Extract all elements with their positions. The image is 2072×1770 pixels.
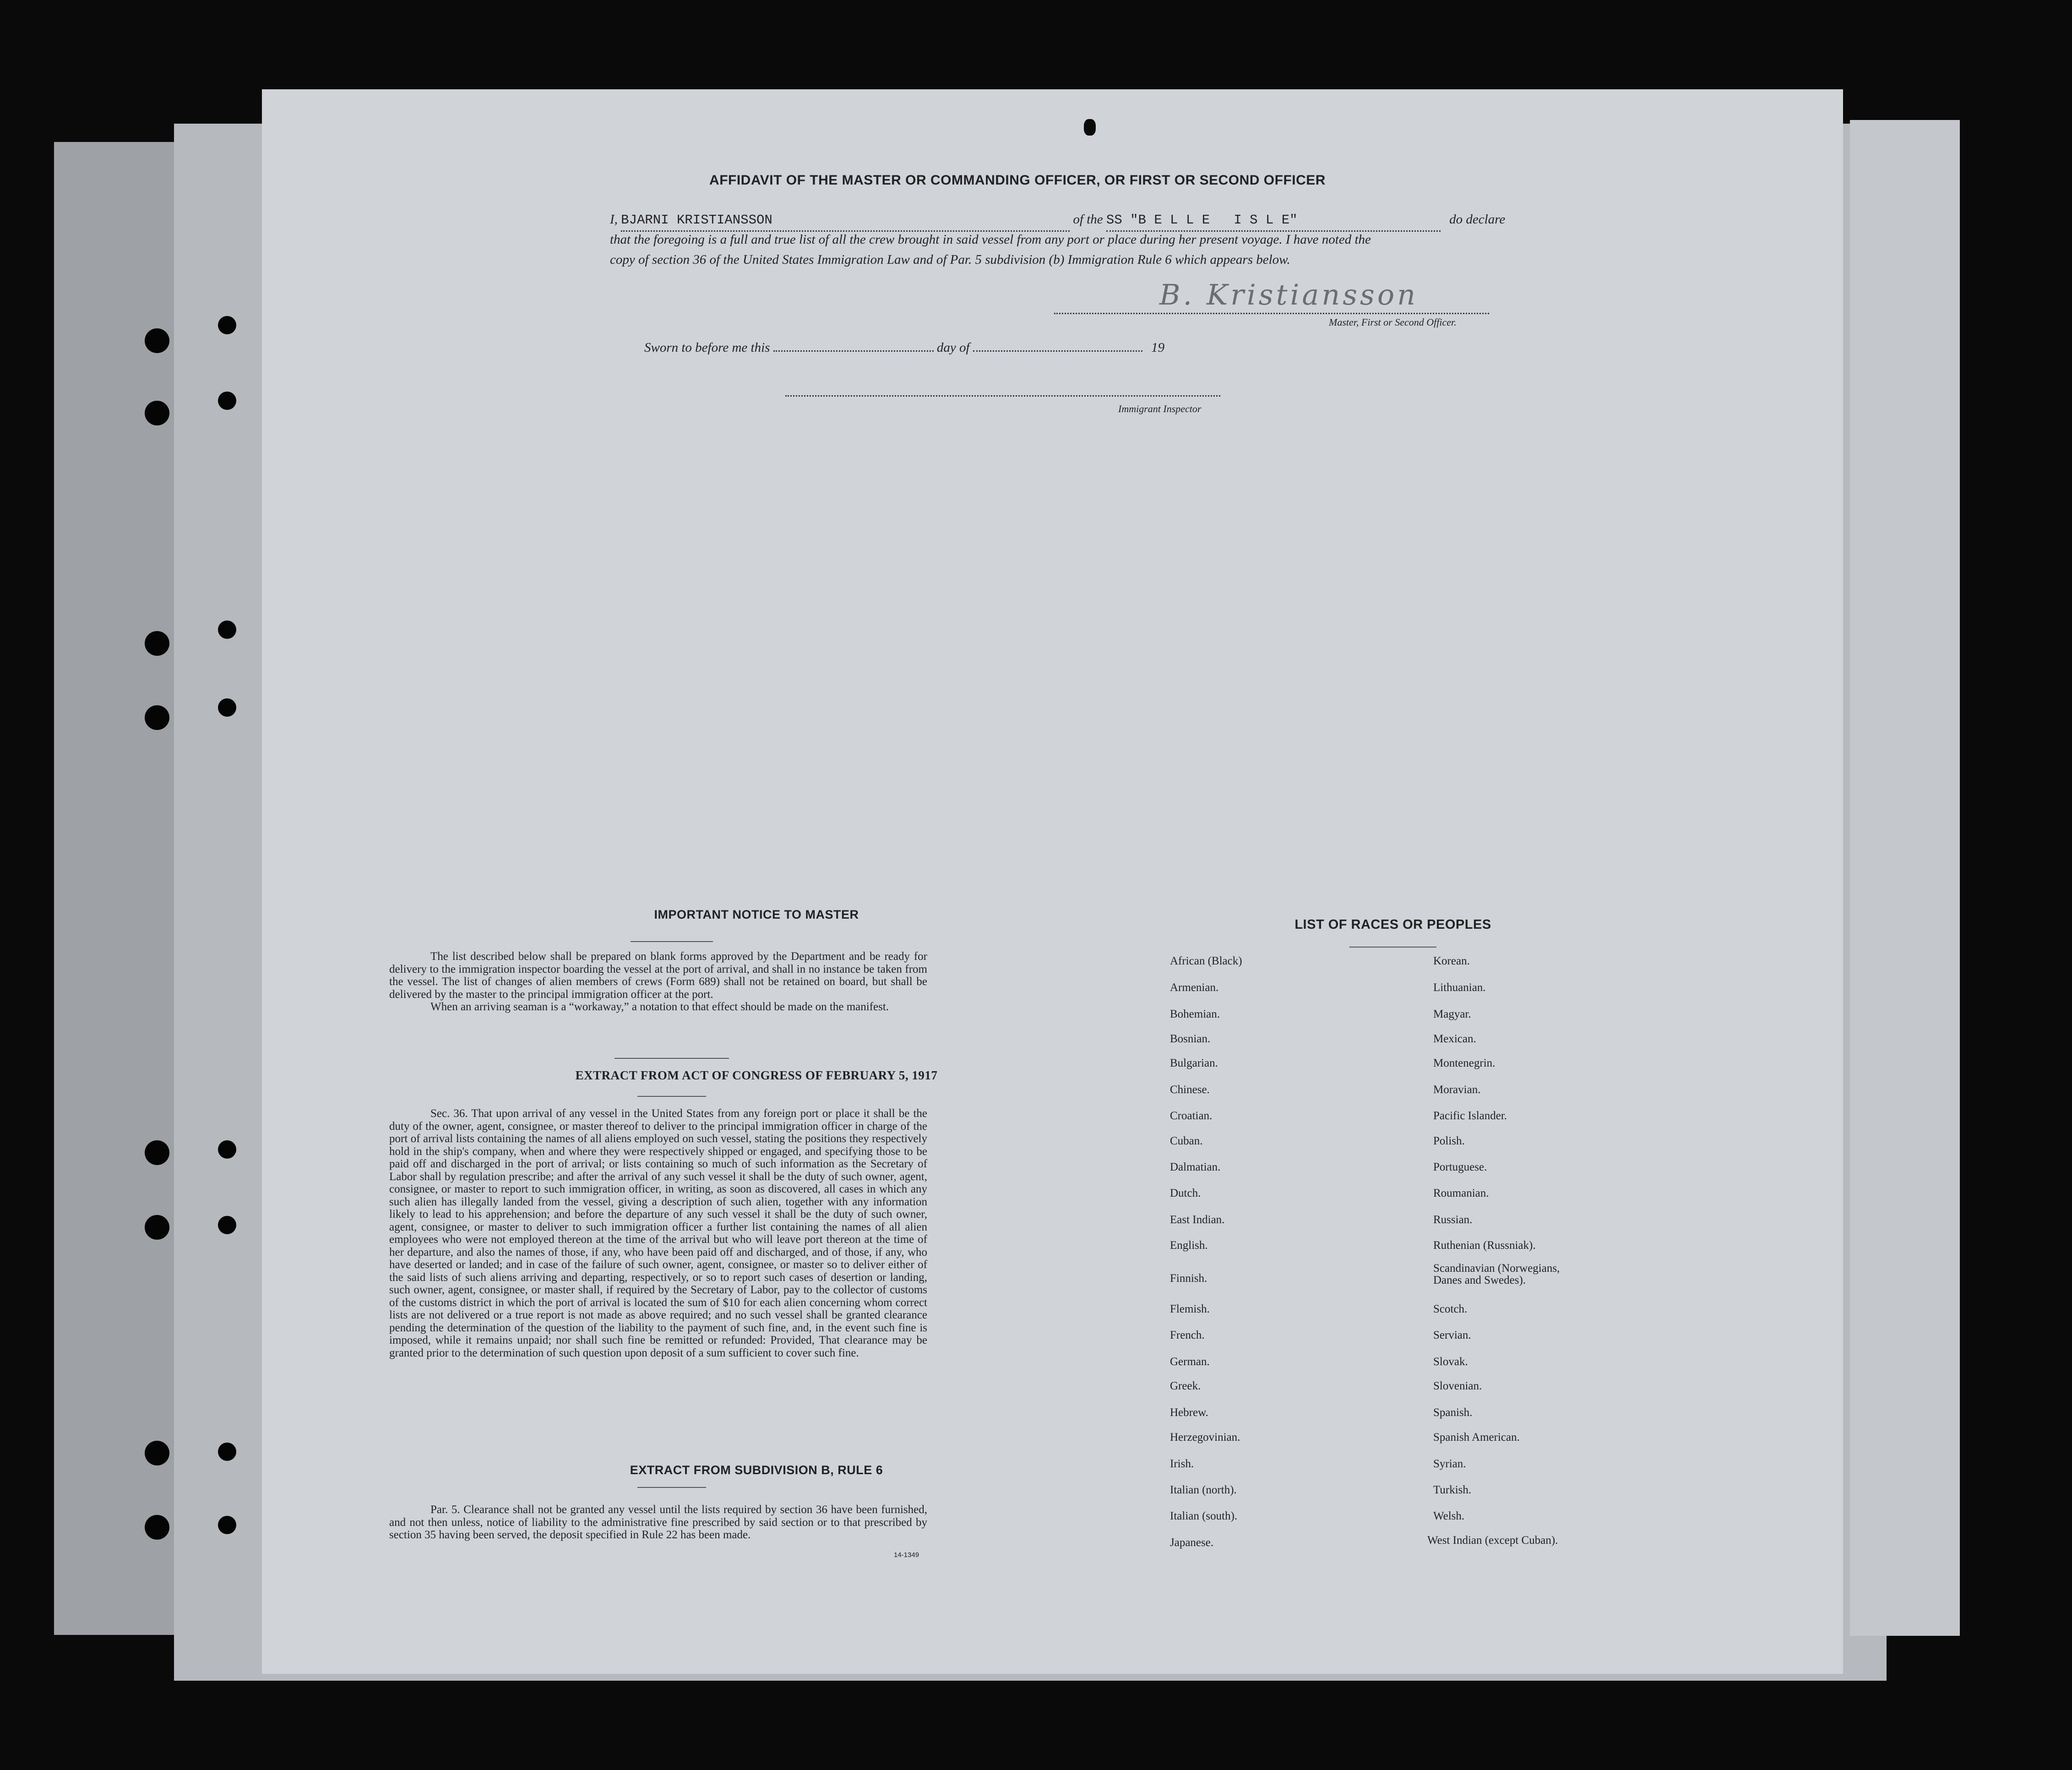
day-of-label: day of	[936, 340, 970, 355]
extract-act-rule-2	[637, 1096, 706, 1097]
race-item: Mexican.	[1433, 1033, 1476, 1045]
binder-hole	[145, 328, 169, 353]
affidavit-line-3: copy of section 36 of the United States Immigration Law and of Par. 5 subdivision (b) Immigration Rule 6 which appears below.	[610, 252, 1290, 267]
race-item: Finnish.	[1170, 1272, 1207, 1285]
extract-rule-title: EXTRACT FROM SUBDIVISION B, RULE 6	[630, 1463, 883, 1477]
binder-hole	[218, 316, 236, 334]
binder-hole	[218, 1140, 236, 1159]
sworn-month-field[interactable]	[973, 338, 1142, 352]
race-item: Armenian.	[1170, 981, 1219, 994]
race-item: Ruthenian (Russniak).	[1433, 1239, 1536, 1252]
notice-rule	[631, 941, 713, 942]
race-item: Scotch.	[1433, 1303, 1468, 1315]
race-item: Italian (north).	[1170, 1484, 1237, 1496]
notice-title: IMPORTANT NOTICE TO MASTER	[654, 908, 859, 921]
races-title: LIST OF RACES OR PEOPLES	[1294, 917, 1491, 932]
form-number: 14-1349	[894, 1551, 919, 1559]
binder-hole	[218, 1516, 236, 1534]
race-item: Russian.	[1433, 1214, 1473, 1226]
sworn-day-field[interactable]	[773, 338, 934, 352]
master-signature: B. Kristiansson	[1159, 278, 1419, 311]
race-item: English.	[1170, 1239, 1208, 1252]
extract-act-rule	[615, 1058, 729, 1059]
signature-line	[1054, 313, 1489, 314]
form-page	[262, 89, 1843, 1674]
race-item: Servian.	[1433, 1329, 1471, 1341]
officer-name: BJARNI KRISTIANSSON	[621, 210, 1070, 232]
race-item: Bohemian.	[1170, 1008, 1220, 1020]
race-item: Welsh.	[1433, 1510, 1465, 1522]
binder-hole	[145, 631, 169, 656]
affidavit-line-2: that the foregoing is a full and true list of all the crew brought in said vessel from any port or place during her present voyage. I have noted the	[610, 232, 1371, 247]
extract-rule-body	[389, 1503, 927, 1541]
race-item: Slovenian.	[1433, 1380, 1482, 1392]
binder-hole	[145, 1441, 169, 1465]
of-the-label: of the	[1073, 212, 1103, 227]
race-item: Hebrew.	[1170, 1406, 1208, 1419]
race-item: Japanese.	[1170, 1536, 1214, 1549]
do-declare: do declare	[1449, 212, 1506, 227]
race-item: Croatian.	[1170, 1110, 1213, 1122]
race-item: German.	[1170, 1356, 1210, 1368]
extract-act-title: EXTRACT FROM ACT OF CONGRESS OF FEBRUARY 5, 1917	[575, 1068, 938, 1082]
affidavit-line-1	[610, 209, 1755, 232]
races-rule	[1349, 947, 1436, 948]
binder-hole	[218, 698, 236, 717]
right-edge-sheet	[1850, 120, 1960, 1636]
race-item: Spanish.	[1433, 1406, 1473, 1419]
race-item: Bosnian.	[1170, 1033, 1211, 1045]
race-item: Syrian.	[1433, 1458, 1466, 1470]
binder-hole	[145, 1515, 169, 1540]
affidavit-title: AFFIDAVIT OF THE MASTER OR COMMANDING OFFICER, OR FIRST OR SECOND OFFICER	[709, 173, 1326, 188]
vessel-name: SS "B E L L E I S L E"	[1106, 210, 1441, 232]
inspector-signature-line	[785, 395, 1220, 397]
binder-hole	[145, 1215, 169, 1240]
sworn-label: Sworn to before me this	[644, 340, 770, 355]
binder-hole	[145, 1140, 169, 1165]
notice-paragraph-1: The list described below shall be prepared on blank forms approved by the Department and be ready for delivery to the immigration inspector boarding the vessel at the port of arrival, and shall in no instance be taken from the vessel. The list of changes of alien members of crews (Form 689) shall not be retained on board, but shall be delivered by the master to the principal immigration officer at the port.	[389, 950, 927, 1001]
ink-spot	[1084, 119, 1096, 136]
race-item: Italian (south).	[1170, 1510, 1238, 1522]
binder-hole	[218, 392, 236, 410]
extract-rule-rule	[637, 1487, 706, 1488]
race-item: Bulgarian.	[1170, 1057, 1218, 1069]
section-36-text: Sec. 36. That upon arrival of any vessel in the United States from any foreign port or place it shall be the duty of the owner, agent, consignee, or master thereof to deliver to the principal immigration officer in charge of the port of arrival lists containing the names of all aliens employed on such vessel, stating the positions they respectively hold in the ship's company, when and where they were respectively shipped or engaged, and specifying those to be paid off and discharged in the port of arrival; or lists containing so much of such information as the Secretary of Labor shall by regulation prescribe; and after the arrival of any such vessel it shall be the duty of such owner, agent, consignee, or master to report to such immigration officer, in writing, as soon as discovered, all cases in which any such alien has illegally landed from the vessel, giving a description of such alien, together with any information likely to lead to his apprehension; and before the departure of any such vessel it shall be the duty of such owner, agent, consignee, or master to deliver to such immigration officer a further list containing the names of all alien employees who were not employed thereon at the time of the arrival but who will leave port thereon at the time of her departure, and also the names of those, if any, who have been paid off and discharged, and of those, if any, who have deserted or landed; and in case of the failure of such owner, agent, consignee, or master so to deliver either of the said lists of such aliens arriving and departing, respectively, or so to report such cases of desertion or landing, such owner, agent, consignee, or master shall, if required by the Secretary of Labor, pay to the collector of customs of the customs district in which the port of arrival is located the sum of $10 for each alien concerning whom correct lists are not delivered or a true report is not made as above required; and no such vessel shall be granted clearance pending the determination of the question of the liability to the payment of such fine, and, in the event such fine is imposed, while it remains unpaid; nor shall such fine be remitted or refunded: Provided, That clearance may be granted prior to the determination of such question upon deposit of a sum sufficient to cover such fine.	[389, 1107, 927, 1359]
race-item: Spanish American.	[1433, 1431, 1520, 1443]
race-item: Scandinavian (Norwegians, Danes and Swedes).	[1433, 1262, 1560, 1286]
race-item: West Indian (except Cuban).	[1427, 1534, 1558, 1547]
race-item: Slovak.	[1433, 1356, 1468, 1368]
binder-hole	[145, 401, 169, 425]
race-item: Moravian.	[1433, 1084, 1481, 1096]
paragraph-5-text: Par. 5. Clearance shall not be granted any vessel until the lists required by section 36 have been furnished, and not then unless, notice of liability to the administrative fine prescribed by said section or to that prescribed by section 35 having been served, the deposit specified in Rule 22 has been made.	[389, 1503, 927, 1541]
race-item: French.	[1170, 1329, 1205, 1341]
race-item: Flemish.	[1170, 1303, 1210, 1315]
race-item: Lithuanian.	[1433, 981, 1486, 994]
race-item: Magyar.	[1433, 1008, 1471, 1020]
notice-paragraph-2: When an arriving seaman is a “workaway,” a notation to that effect should be made on the manifest.	[430, 1001, 889, 1013]
year-prefix: 19	[1151, 340, 1165, 355]
race-item: East Indian.	[1170, 1214, 1225, 1226]
race-item: Herzegovinian.	[1170, 1431, 1240, 1443]
race-item: Dalmatian.	[1170, 1161, 1221, 1173]
race-item: Korean.	[1433, 955, 1470, 967]
binder-hole	[145, 705, 169, 730]
binder-hole	[218, 1216, 236, 1234]
race-item: Roumanian.	[1433, 1187, 1489, 1199]
binder-hole	[218, 621, 236, 639]
race-item: Greek.	[1170, 1380, 1201, 1392]
race-item: Turkish.	[1433, 1484, 1472, 1496]
race-item: Polish.	[1433, 1135, 1465, 1147]
inspector-caption: Immigrant Inspector	[1118, 403, 1202, 414]
signature-caption: Master, First or Second Officer.	[1329, 316, 1457, 328]
race-item: Portuguese.	[1433, 1161, 1487, 1173]
binder-hole	[218, 1443, 236, 1461]
notice-body	[389, 950, 927, 1013]
extract-act-body	[389, 1107, 927, 1359]
race-item: Montenegrin.	[1433, 1057, 1496, 1069]
race-item: Dutch.	[1170, 1187, 1201, 1199]
race-item: Pacific Islander.	[1433, 1110, 1507, 1122]
race-item: Irish.	[1170, 1458, 1194, 1470]
i-label: I,	[610, 212, 618, 227]
sworn-line	[644, 338, 1514, 358]
race-item: African (Black)	[1170, 955, 1242, 967]
race-item: Chinese.	[1170, 1084, 1210, 1096]
race-item: Cuban.	[1170, 1135, 1203, 1147]
